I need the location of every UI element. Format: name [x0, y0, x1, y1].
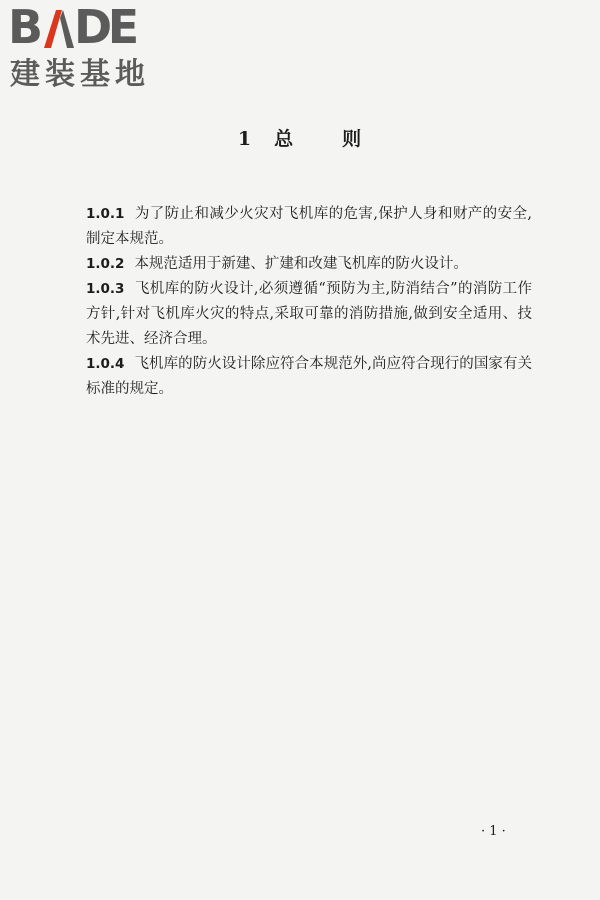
chapter-title-char-2: 则 — [342, 128, 363, 150]
clause-number: 1.0.4 — [86, 356, 125, 372]
chapter-title-char-1: 总 — [274, 128, 295, 150]
clause-list — [86, 202, 532, 402]
clause-text: 飞机库的防火设计除应符合本规范外,尚应符合现行的国家有关标准的规定。 — [86, 356, 532, 397]
logo-subtitle: 建装基地 — [10, 57, 150, 92]
clause-1-0-1 — [86, 202, 532, 252]
clause-text: 飞机库的防火设计,必须遵循“预防为主,防消结合”的消防工作方针,针对飞机库火灾的特点,采取可靠的消防措施,做到安全适用、技术先进、经济合理。 — [86, 281, 532, 347]
clause-number: 1.0.3 — [86, 281, 125, 297]
logo-letter-d: D — [74, 0, 113, 54]
page-number: · 1 · — [481, 824, 506, 839]
logo-letter-a-mark — [41, 4, 74, 50]
clause-number: 1.0.2 — [86, 256, 125, 272]
logo-wordmark — [8, 0, 140, 54]
bade-logo — [8, 0, 178, 94]
chapter-title — [0, 124, 600, 151]
chapter-number: 1 — [237, 128, 253, 150]
clause-1-0-4 — [86, 352, 532, 402]
clause-text: 为了防止和减少火灾对飞机库的危害,保护人身和财产的安全,制定本规范。 — [86, 206, 532, 247]
clause-text: 本规范适用于新建、扩建和改建飞机库的防火设计。 — [134, 256, 468, 272]
clause-number: 1.0.1 — [86, 206, 125, 222]
logo-letter-b: B — [8, 0, 44, 54]
clause-1-0-2 — [86, 252, 532, 277]
clause-1-0-3 — [86, 277, 532, 352]
logo-letter-e: E — [107, 0, 140, 54]
